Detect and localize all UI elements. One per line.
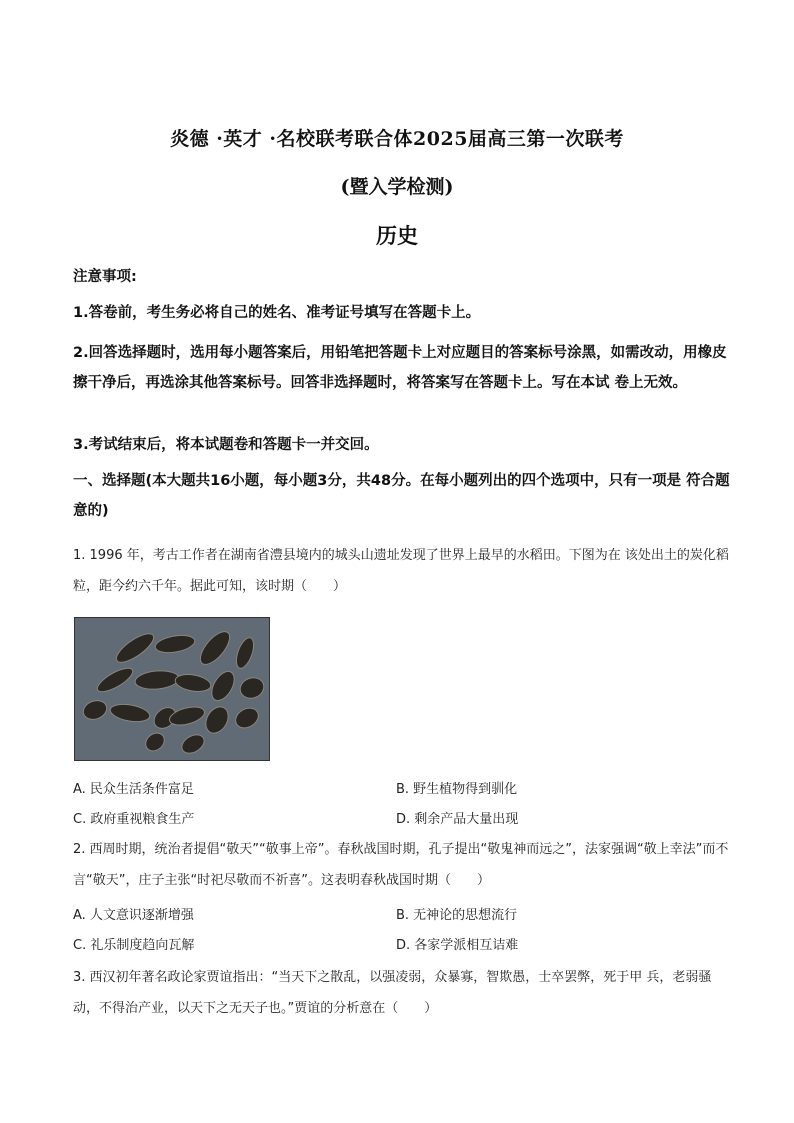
question-2-option-b[interactable]: B. 无神论的思想流行 xyxy=(396,908,518,923)
question-1-stem: 1. 1996 年，考古工作者在湖南省澧县境内的城头山遗址发现了世界上最早的水稻田。下图为在 该处出土的炭化稻粒，距今约六千年。据此可知，该时期（ ） xyxy=(73,548,729,594)
question-1-options xyxy=(73,778,729,838)
rice-grains-image xyxy=(75,618,269,760)
question-2-option-c[interactable]: C. 礼乐制度趋向瓦解 xyxy=(73,938,195,953)
question-2-options xyxy=(73,904,729,964)
question-1-option-a[interactable]: A. 民众生活条件富足 xyxy=(73,782,194,797)
question-2-option-a[interactable]: A. 人文意识逐渐增强 xyxy=(73,908,194,923)
notes-heading: 注意事项: xyxy=(73,269,137,285)
question-1-option-b[interactable]: B. 野生植物得到驯化 xyxy=(396,782,518,797)
question-1-option-d[interactable]: D. 剩余产品大量出现 xyxy=(396,812,519,827)
notes-item-1: 1.答卷前，考生务必将自己的姓名、准考证号填写在答题卡上。 xyxy=(73,305,481,321)
section-heading: 一、选择题(本大题共16小题，每小题3分，共48分。在每小题列出的四个选项中，只有一项是 符合题意的) xyxy=(73,473,730,519)
question-1-option-c[interactable]: C. 政府重视粮食生产 xyxy=(73,812,195,827)
notes-block xyxy=(73,262,733,292)
question-2-option-d[interactable]: D. 各家学派相互诘难 xyxy=(396,938,519,953)
notes-item-2: 2.回答选择题时，选用每小题答案后，用铅笔把答题卡上对应题目的答案标号涂黑，如需改动，用橡皮擦干净后，再选涂其他答案标号。回答非选择题时，将答案写在答题卡上。写在本试 卷上无效。 xyxy=(73,345,727,391)
notes-item-3: 3.考试结束后，将本试题卷和答题卡一并交回。 xyxy=(73,437,379,453)
exam-title: 炎德 ·英才 ·名校联考联合体2025届高三第一次联考 xyxy=(170,128,624,150)
carbonized-rice-photo xyxy=(74,617,270,761)
exam-subtitle: (暨入学检测) xyxy=(340,176,454,198)
question-2-stem: 2. 西周时期，统治者提倡“敬天”“敬事上帝”。春秋战国时期，孔子提出“敬鬼神而远之”，法家强调“敬上幸法”而不言“敬天”，庄子主张“时祀尽敬而不祈喜”。这表明春秋战国时期（ ） xyxy=(73,842,729,888)
question-3-stem: 3. 西汉初年著名政论家贾谊指出：“当天下之散乱，以强凌弱，众暴寡，智欺愚，士卒罢弊，死于甲 兵，老弱骚动，不得治产业，以天下之无天子也。”贾谊的分析意在（ ） xyxy=(73,970,712,1016)
exam-subject: 历史 xyxy=(376,223,418,248)
